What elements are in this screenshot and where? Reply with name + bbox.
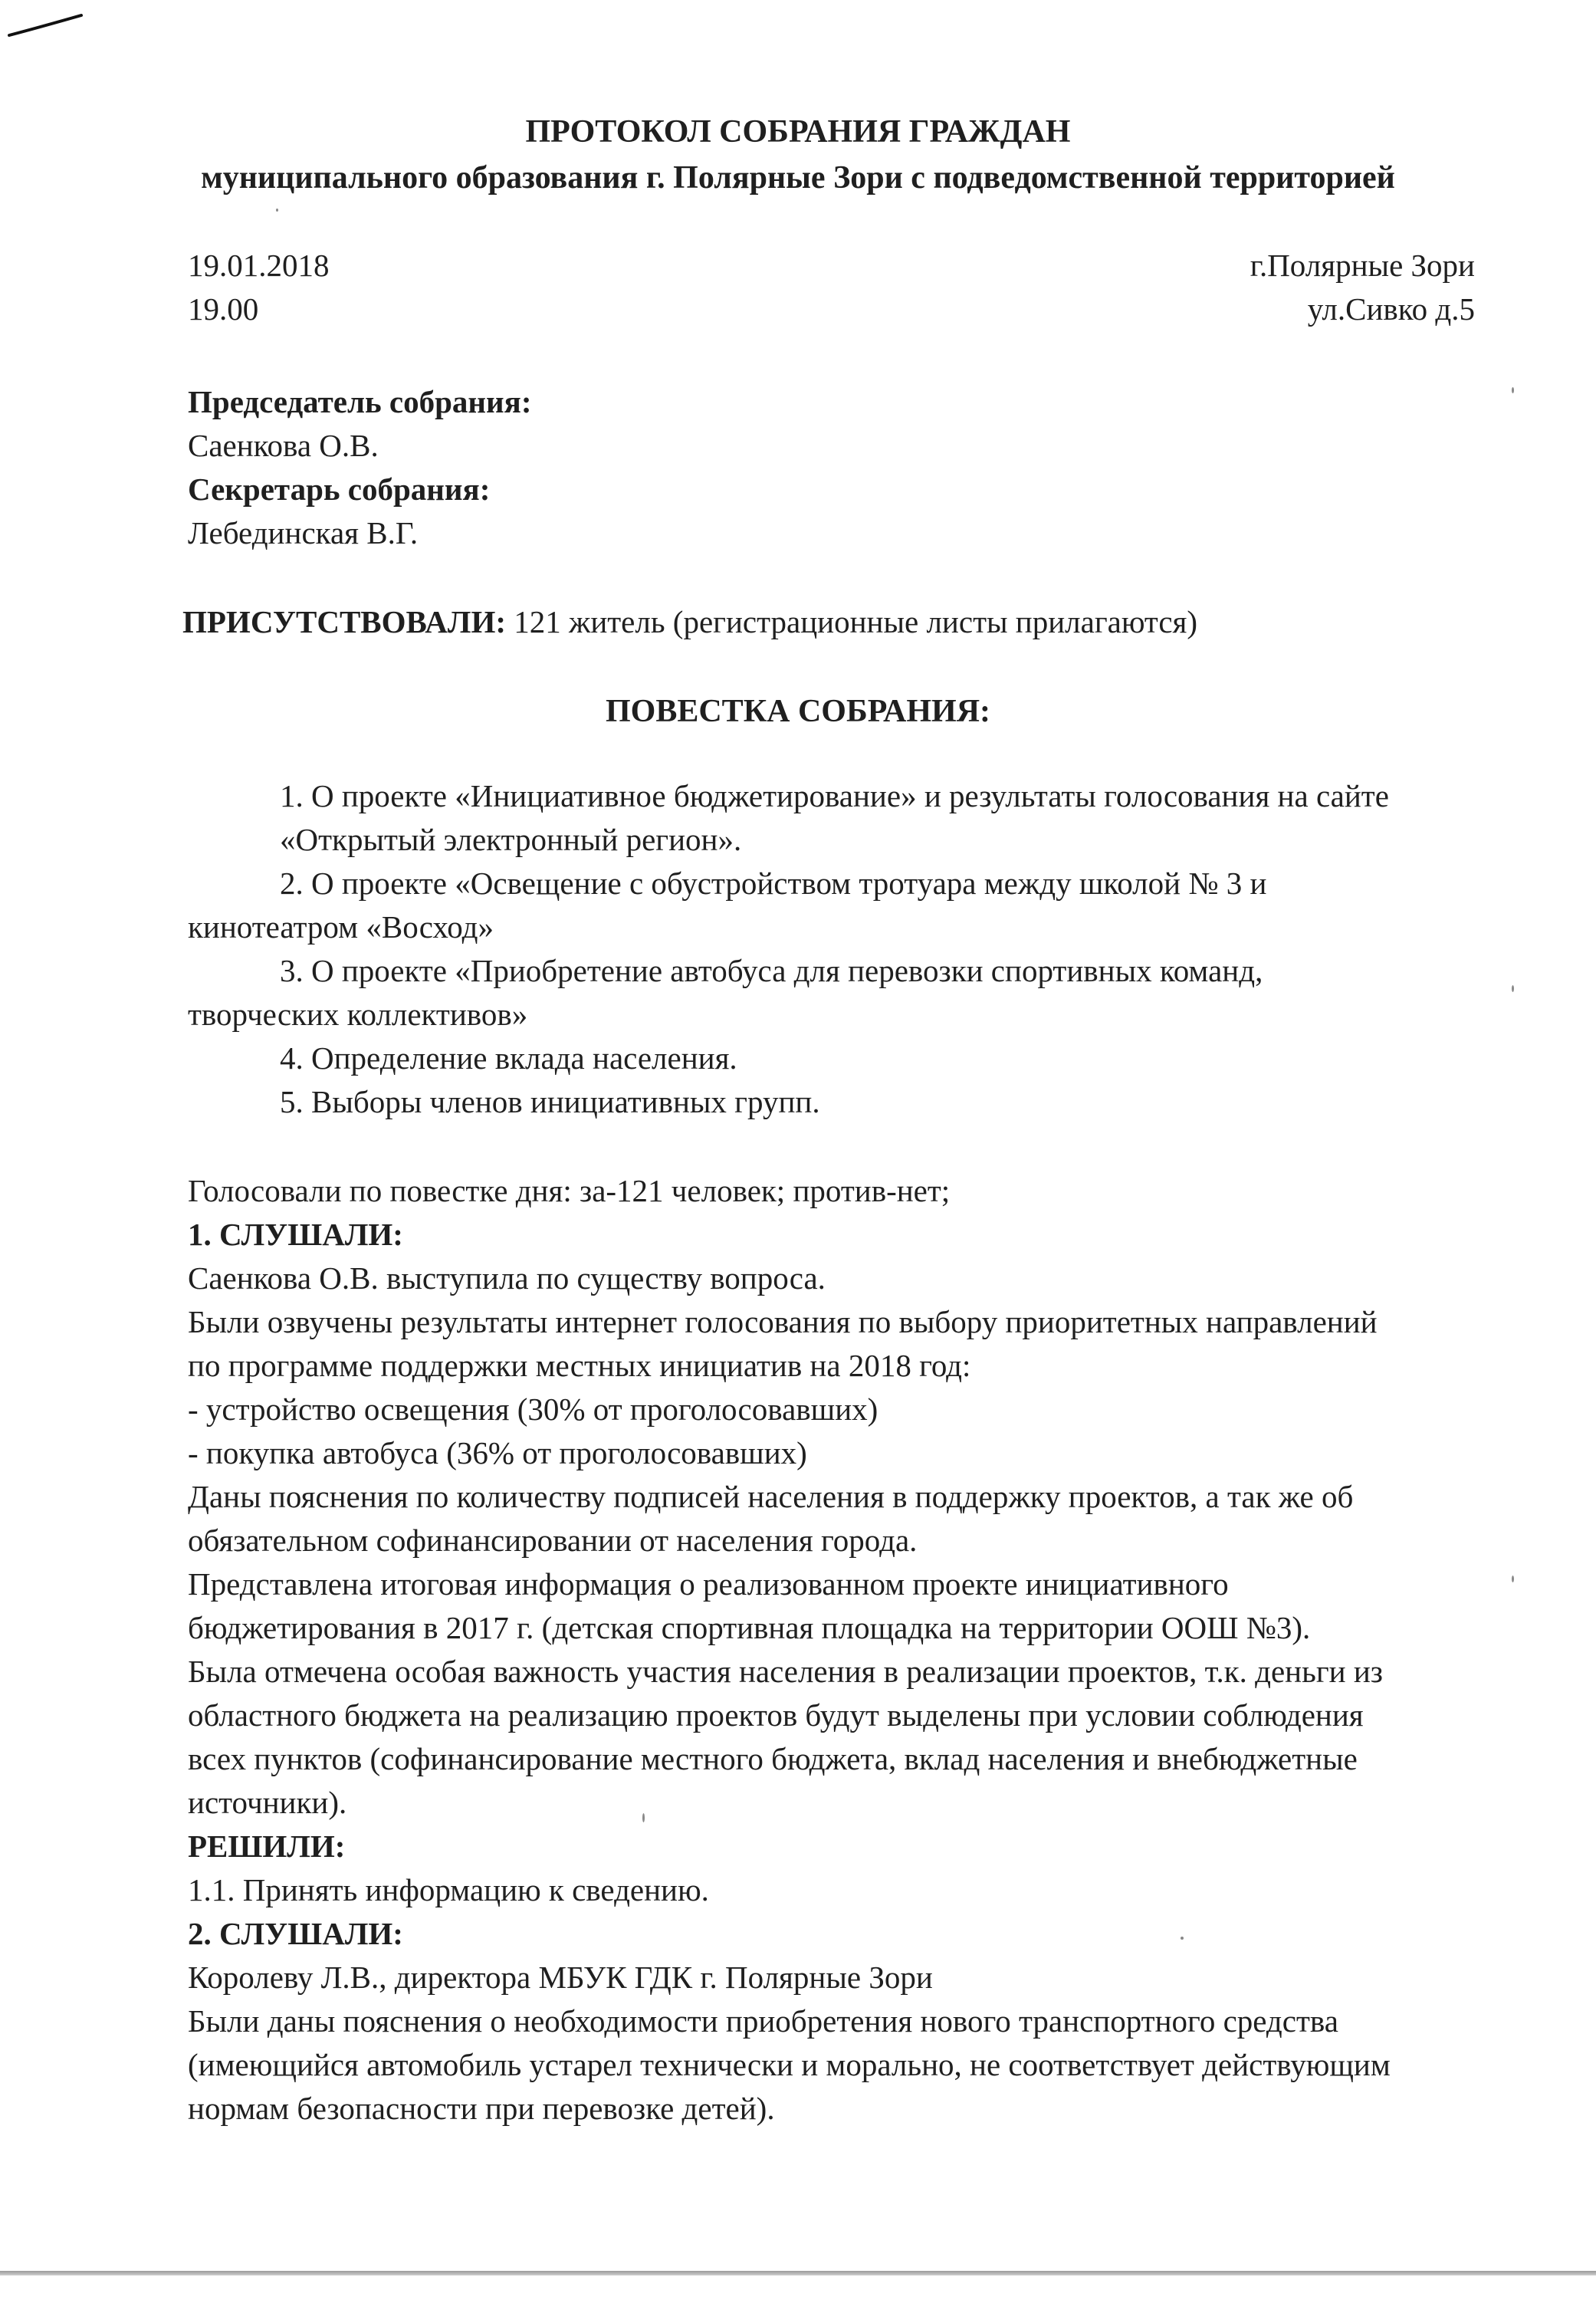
body-line: Саенкова О.В. выступила по существу вопроса. bbox=[188, 1260, 826, 1296]
body-line: - устройство освещения (30% от проголосовавших) bbox=[188, 1392, 878, 1427]
body-line: Была отмечена особая важность участия населения в реализации проектов, т.к. деньги из bbox=[188, 1654, 1383, 1689]
document-title: ПРОТОКОЛ СОБРАНИЯ ГРАЖДАН bbox=[525, 114, 1071, 150]
heard-2-heading: 2. СЛУШАЛИ: bbox=[188, 1916, 403, 1951]
meeting-city: г.Полярные Зори bbox=[1250, 248, 1475, 283]
body-line: (имеющийся автомобиль устарел технически и морально, не соответствует действующим bbox=[188, 2047, 1391, 2082]
scan-speck bbox=[276, 209, 278, 212]
scan-speck bbox=[1512, 985, 1514, 992]
attendance-label: ПРИСУТСТВОВАЛИ: bbox=[182, 604, 506, 639]
agenda-title: ПОВЕСТКА СОБРАНИЯ: bbox=[605, 694, 991, 729]
agenda-item-3-line-2: творческих коллективов» bbox=[188, 997, 528, 1032]
body-line: Даны пояснения по количеству подписей населения в поддержку проектов, а так же об bbox=[188, 1479, 1354, 1514]
scan-speck bbox=[642, 1813, 645, 1822]
body-line: - покупка автобуса (36% от проголосовавших) bbox=[188, 1435, 807, 1470]
vote-line: Голосовали по повестке дня: за-121 человек; против-нет; bbox=[188, 1173, 951, 1208]
body-line: нормам безопасности при перевозке детей). bbox=[188, 2091, 775, 2126]
agenda-item-1-line-2: «Открытый электронный регион». bbox=[280, 822, 742, 857]
agenda-item-3-line-1: 3. О проекте «Приобретение автобуса для перевозки спортивных команд, bbox=[280, 953, 1263, 988]
meeting-date: 19.01.2018 bbox=[188, 248, 330, 283]
body-line: Были даны пояснения о необходимости приобретения нового транспортного средства bbox=[188, 2003, 1338, 2039]
scan-mark-icon bbox=[8, 9, 84, 40]
body-line: бюджетирования в 2017 г. (детская спортивная площадка на территории ООШ №3). bbox=[188, 1610, 1311, 1645]
page-bottom-edge bbox=[0, 2271, 1596, 2275]
secretary-label: Секретарь собрания: bbox=[188, 472, 491, 507]
scan-speck bbox=[1512, 387, 1514, 393]
attendance-text: 121 житель (регистрационные листы прилагаются) bbox=[506, 604, 1198, 639]
scan-speck bbox=[1512, 1576, 1514, 1582]
body-line: 1.1. Принять информацию к сведению. bbox=[188, 1872, 709, 1907]
agenda-item-5: 5. Выборы членов инициативных групп. bbox=[280, 1084, 820, 1119]
body-line: Королеву Л.В., директора МБУК ГДК г. Полярные Зори bbox=[188, 1960, 933, 1995]
decided-heading: РЕШИЛИ: bbox=[188, 1829, 346, 1864]
meeting-time: 19.00 bbox=[188, 291, 259, 327]
agenda-item-2-line-1: 2. О проекте «Освещение с обустройством тротуара между школой № 3 и bbox=[280, 866, 1267, 901]
chair-label: Председатель собрания: bbox=[188, 384, 532, 419]
agenda-item-1-line-1: 1. О проекте «Инициативное бюджетирование» и результаты голосования на сайте bbox=[280, 778, 1389, 813]
body-line: Представлена итоговая информация о реализованном проекте инициативного bbox=[188, 1566, 1229, 1602]
body-line: областного бюджета на реализацию проектов будут выделены при условии соблюдения bbox=[188, 1697, 1364, 1733]
body-line: обязательном софинансировании от населения города. bbox=[188, 1523, 918, 1558]
meeting-address: ул.Сивко д.5 bbox=[1307, 291, 1475, 327]
agenda-item-2-line-2: кинотеатром «Восход» bbox=[188, 909, 494, 945]
scan-speck bbox=[1181, 1937, 1184, 1940]
agenda-item-4: 4. Определение вклада населения. bbox=[280, 1040, 737, 1076]
body-line: по программе поддержки местных инициатив на 2018 год: bbox=[188, 1348, 971, 1383]
chair-name: Саенкова О.В. bbox=[188, 428, 379, 463]
body-line: Были озвучены результаты интернет голосования по выбору приоритетных направлений bbox=[188, 1304, 1378, 1339]
document-subtitle: муниципального образования г. Полярные Зори с подведомственной территорией bbox=[201, 160, 1395, 196]
body-line: источники). bbox=[188, 1785, 347, 1820]
body-line: всех пунктов (софинансирование местного бюджета, вклад населения и внебюджетные bbox=[188, 1741, 1358, 1776]
secretary-name: Лебединская В.Г. bbox=[188, 515, 419, 550]
heard-1-heading: 1. СЛУШАЛИ: bbox=[188, 1217, 403, 1252]
attendance-line bbox=[182, 600, 1197, 644]
